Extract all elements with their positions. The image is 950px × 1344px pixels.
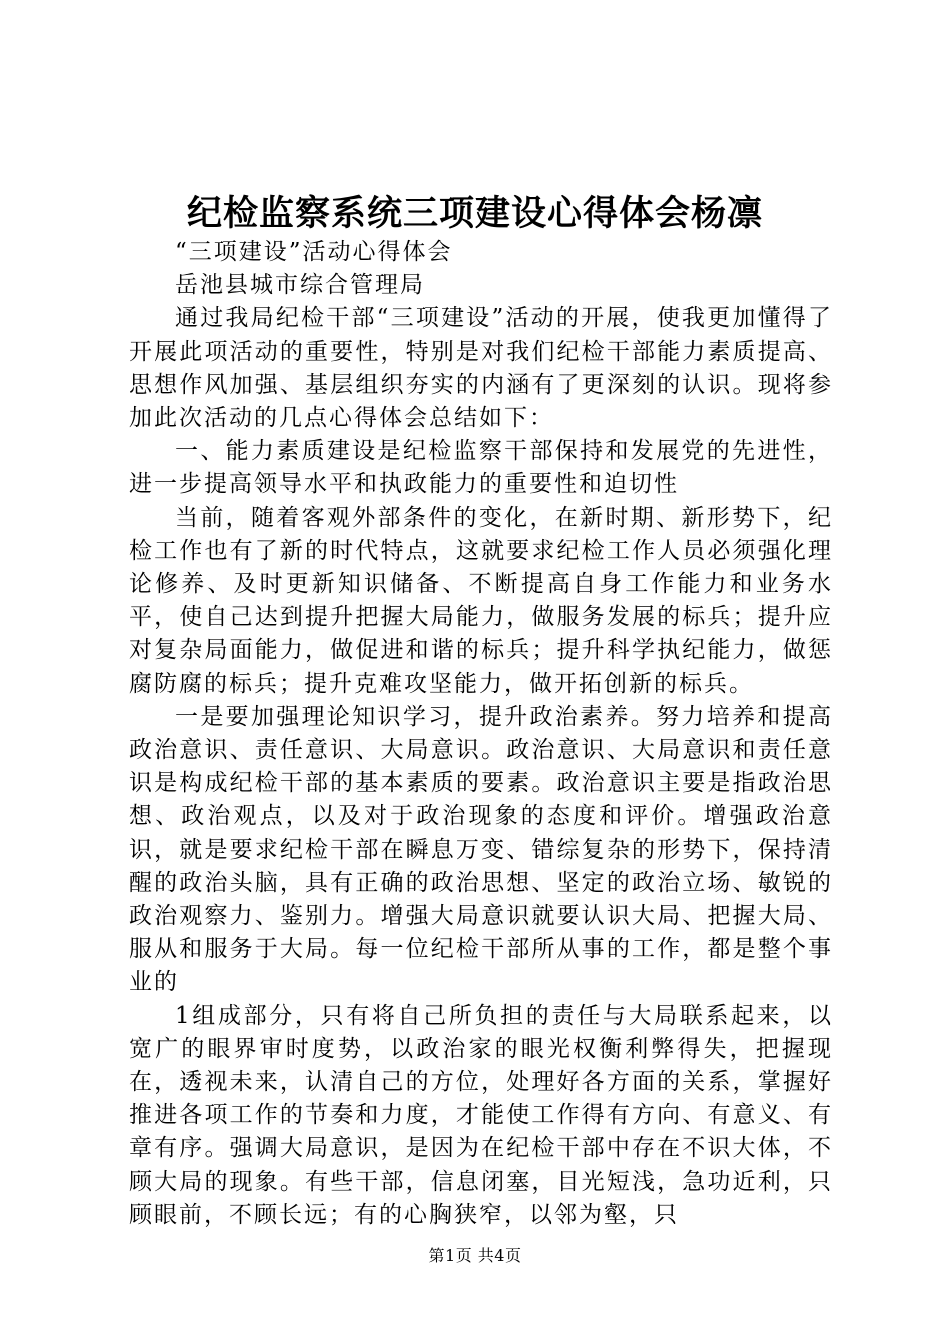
document-body xyxy=(129,236,833,1232)
paragraph-current-situation: 当前，随着客观外部条件的变化，在新时期、新形势下，纪检工作也有了新的时代特点，这就要求纪检工作人员必须强化理论修养、及时更新知识储备、不断提高自身工作能力和业务水平，使自己达到提升把握大局能力，做服务发展的标兵；提升应对复杂局面能力，做促进和谐的标兵；提升科学执纪能力，做惩腐防腐的标兵；提升克难攻坚能力，做开拓创新的标兵。 xyxy=(129,504,833,697)
paragraph-overall-view: 1组成部分，只有将自己所负担的责任与大局联系起来，以宽广的眼界审时度势，以政治家的眼光权衡利弊得失，把握现在，透视未来，认清自己的方位，处理好各方面的关系，掌握好推进各项工作的节奏和力度，才能使工作得有方向、有意义、有章有序。强调大局意识，是因为在纪检干部中存在不识大体，不顾大局的现象。有些干部，信息闭塞，目光短浅，急功近利，只顾眼前，不顾长远；有的心胸狭窄，以邻为壑，只 xyxy=(129,1002,833,1228)
organization-line: 岳池县城市综合管理局 xyxy=(175,272,425,299)
page-number-footer: 第1页 共4页 xyxy=(428,1246,522,1265)
paragraph-heading-1: 一、能力素质建设是纪检监察干部保持和发展党的先进性，进一步提高领导水平和执政能力的重要性和迫切性 xyxy=(129,438,833,498)
paragraph-theory-study: 一是要加强理论知识学习，提升政治素养。努力培养和提高政治意识、责任意识、大局意识。政治意识、大局意识和责任意识是构成纪检干部的基本素质的要素。政治意识主要是指政治思想、政治观点，以及对于政治现象的态度和评价。增强政治意识，就是要求纪检干部在瞬息万变、错综复杂的形势下，保持清醒的政治头脑，具有正确的政治思想、坚定的政治立场、敏锐的政治观察力、鉴别力。增强大局意识就要认识大局、把握大局、服从和服务于大局。每一位纪检干部所从事的工作，都是整个事业的 xyxy=(129,703,833,996)
document-title: 纪检监察系统三项建设心得体会杨凛 xyxy=(186,193,763,234)
subtitle-line: “三项建设”活动心得体会 xyxy=(175,239,453,265)
paragraph-intro: 通过我局纪检干部“三项建设”活动的开展，使我更加懂得了开展此项活动的重要性，特别是对我们纪检干部能力素质提高、思想作风加强、基层组织夯实的内涵有了更深刻的认识。现将参加此次活动的几点心得体会总结如下： xyxy=(129,305,833,432)
